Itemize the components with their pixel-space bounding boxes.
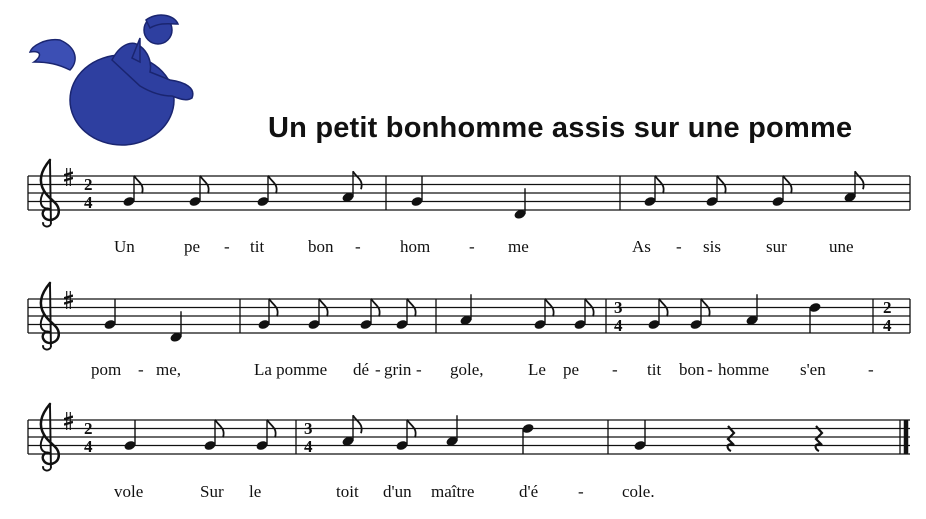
note-eighth [771,176,791,208]
lyric-hyphen: - [375,360,381,379]
time-signature-bottom: 4 [84,193,93,212]
lyric-syllable: tit [647,360,662,379]
lyric-hyphen: - [224,237,230,256]
lyric-syllable: d'é [519,482,539,501]
lyric-hyphen: - [868,360,874,379]
lyric-hyphen: - [355,237,361,256]
lyric-hyphen: - [612,360,618,379]
lyric-syllable: grin [384,360,412,379]
quarter-rest-icon [816,426,822,451]
staff-system-2 [28,299,910,333]
lyric-hyphen: - [578,482,584,501]
lyric-hyphen: - [707,360,713,379]
lyric-syllable: bon [308,237,334,256]
note-eighth [257,299,277,331]
note-eighth [203,420,223,452]
note-eighth [689,299,709,331]
lyrics-line-1 [114,237,854,256]
staff-system-3 [28,420,910,454]
note-quarter [410,176,423,208]
time-signature-bottom: 4 [84,437,93,456]
time-signature-top: 3 [304,419,313,438]
lyric-hyphen: - [416,360,422,379]
lyric-syllable: As [632,237,651,256]
lyric-syllable: dé [353,360,370,379]
note-eighth [359,299,379,331]
lyric-syllable: une [829,237,854,256]
note-eighth [705,176,725,208]
note-eighth [395,299,415,331]
time-signature-top: 2 [883,298,892,317]
time-signature-bottom: 4 [614,316,623,335]
time-signature-top: 3 [614,298,623,317]
note-eighth [122,176,142,208]
lyric-syllable: cole. [622,482,655,501]
note-eighth [573,299,593,331]
lyric-syllable: pe [563,360,580,379]
lyric-syllable: vole [114,482,144,501]
quarter-rest-icon [728,426,734,451]
lyric-hyphen: - [676,237,682,256]
sharp-icon [64,168,73,186]
note-quarter [103,299,116,331]
lyric-hyphen: - [138,360,144,379]
lyric-hyphen: - [469,237,475,256]
lyric-syllable: Sur [200,482,224,501]
lyric-syllable: maître [431,482,475,501]
note-eighth [256,176,276,208]
note-quarter [633,420,646,452]
lyric-syllable: bon [679,360,705,379]
note-quarter [808,302,821,334]
lyric-syllable: La pomme [254,360,328,379]
lyric-syllable: me [508,237,529,256]
rests-layer [728,426,822,451]
time-signature-bottom: 4 [304,437,313,456]
song-title: Un petit bonhomme assis sur une pomme [268,112,853,144]
lyric-syllable: me, [156,360,182,379]
note-eighth [188,176,208,208]
lyrics-line-3 [114,482,655,501]
lyric-syllable: pe [184,237,201,256]
note-eighth [533,299,553,331]
lyric-syllable: toit [336,482,359,501]
lyric-syllable: hom [400,237,431,256]
note-quarter [123,420,136,452]
lyric-syllable: sur [766,237,787,256]
apple-with-little-man-icon [30,15,193,145]
lyric-syllable: sis [703,237,721,256]
lyric-syllable: le [249,482,262,501]
time-signature-top: 2 [84,175,93,194]
note-eighth [643,176,663,208]
lyric-syllable: Un [114,237,135,256]
lyric-syllable: gole, [450,360,484,379]
note-eighth [307,299,327,331]
lyric-syllable: d'un [383,482,412,501]
sharp-icon [64,412,73,430]
time-signature-top: 2 [84,419,93,438]
lyric-syllable: pom [91,360,122,379]
lyric-syllable: Le [528,360,546,379]
note-eighth [395,420,415,452]
lyric-syllable: homme [718,360,769,379]
notes-layer [103,171,863,454]
note-eighth [647,299,667,331]
lyric-syllable: s'en [800,360,826,379]
time-signature-bottom: 4 [883,316,892,335]
lyrics-line-2 [91,360,874,379]
note-eighth [255,420,275,452]
note-quarter [521,423,534,455]
sharp-icon [64,291,73,309]
lyric-syllable: tit [250,237,265,256]
